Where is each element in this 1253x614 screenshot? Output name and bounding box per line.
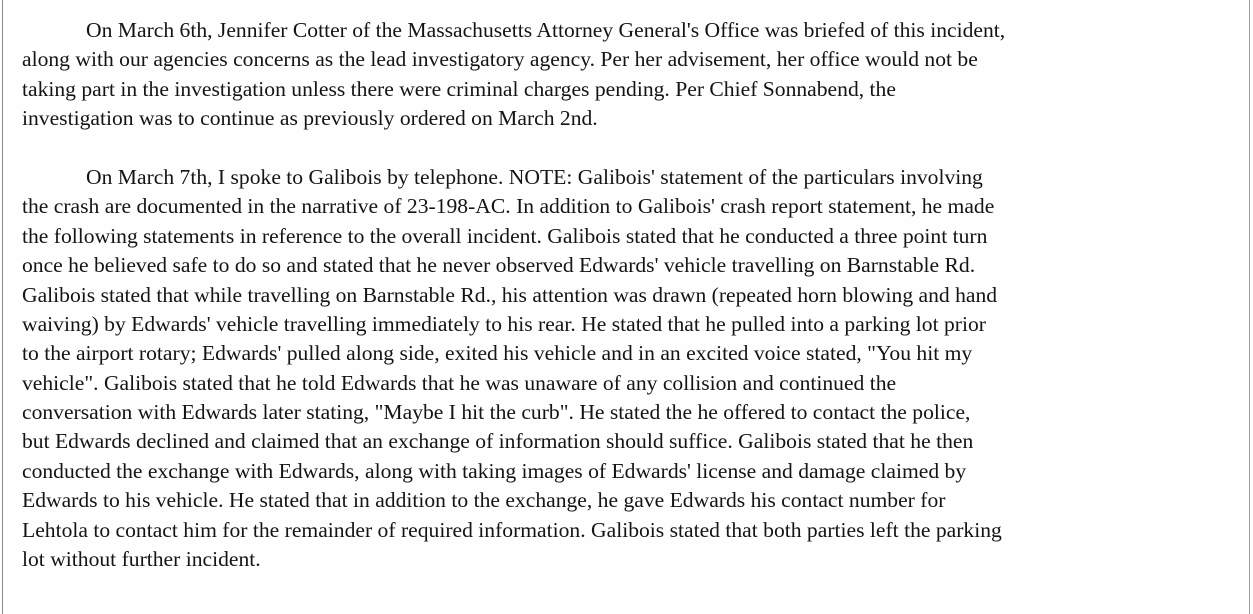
paragraph-line: lot without further incident. bbox=[22, 547, 261, 572]
paragraph-line: along with our agencies concerns as the lead investigatory agency. Per her advisement, her office would not be bbox=[22, 47, 978, 72]
paragraph-line: On March 6th, Jennifer Cotter of the Massachusetts Attorney General's Office was briefed of this incident, bbox=[86, 18, 1006, 42]
paragraph-spacer bbox=[22, 134, 1172, 163]
paragraph-line: once he believed safe to do so and stated that he never observed Edwards' vehicle travelling on Barnstable Rd. bbox=[22, 253, 976, 278]
paragraph-line: Galibois stated that while travelling on Barnstable Rd., his attention was drawn (repeated horn blowing and hand bbox=[22, 282, 998, 307]
paragraph-line: Lehtola to contact him for the remainder of required information. Galibois stated that both parties left the parking bbox=[22, 517, 1002, 542]
paragraph-line: the crash are documented in the narrative of 23-198-AC. In addition to Galibois' crash report statement, he made bbox=[22, 194, 995, 219]
paragraph-line: to the airport rotary; Edwards' pulled along side, exited his vehicle and in an excited voice stated, "You hit my bbox=[22, 341, 973, 366]
paragraph-line: conducted the exchange with Edwards, along with taking images of Edwards' license and damage claimed by bbox=[22, 458, 967, 483]
page-left-border bbox=[2, 0, 3, 614]
paragraph-line: the following statements in reference to the overall incident. Galibois stated that he conducted a three point turn bbox=[22, 223, 988, 248]
paragraph-line: taking part in the investigation unless there were criminal charges pending. Per Chief Sonnabend, the bbox=[22, 76, 896, 101]
paragraph-line: investigation was to continue as previously ordered on March 2nd. bbox=[22, 106, 598, 131]
paragraph-line: conversation with Edwards later stating, "Maybe I hit the curb". He stated the he offered to contact the police, bbox=[22, 400, 971, 425]
document-body bbox=[22, 16, 1172, 574]
paragraph-line: On March 7th, I spoke to Galibois by telephone. NOTE: Galibois' statement of the particulars involving bbox=[86, 164, 983, 189]
paragraph-line: vehicle". Galibois stated that he told Edwards that he was unaware of any collision and continued the bbox=[22, 370, 897, 395]
paragraph-line: waiving) by Edwards' vehicle travelling immediately to his rear. He stated that he pulled into a parking lot prior bbox=[22, 311, 986, 336]
paragraph-line: Edwards to his vehicle. He stated that in addition to the exchange, he gave Edwards his contact number for bbox=[22, 488, 946, 513]
paragraph-line: but Edwards declined and claimed that an exchange of information should suffice. Galibois stated that he then bbox=[22, 429, 974, 454]
page-right-border bbox=[1249, 0, 1250, 614]
paragraph-1 bbox=[22, 16, 1172, 134]
paragraph-2 bbox=[22, 163, 1172, 574]
